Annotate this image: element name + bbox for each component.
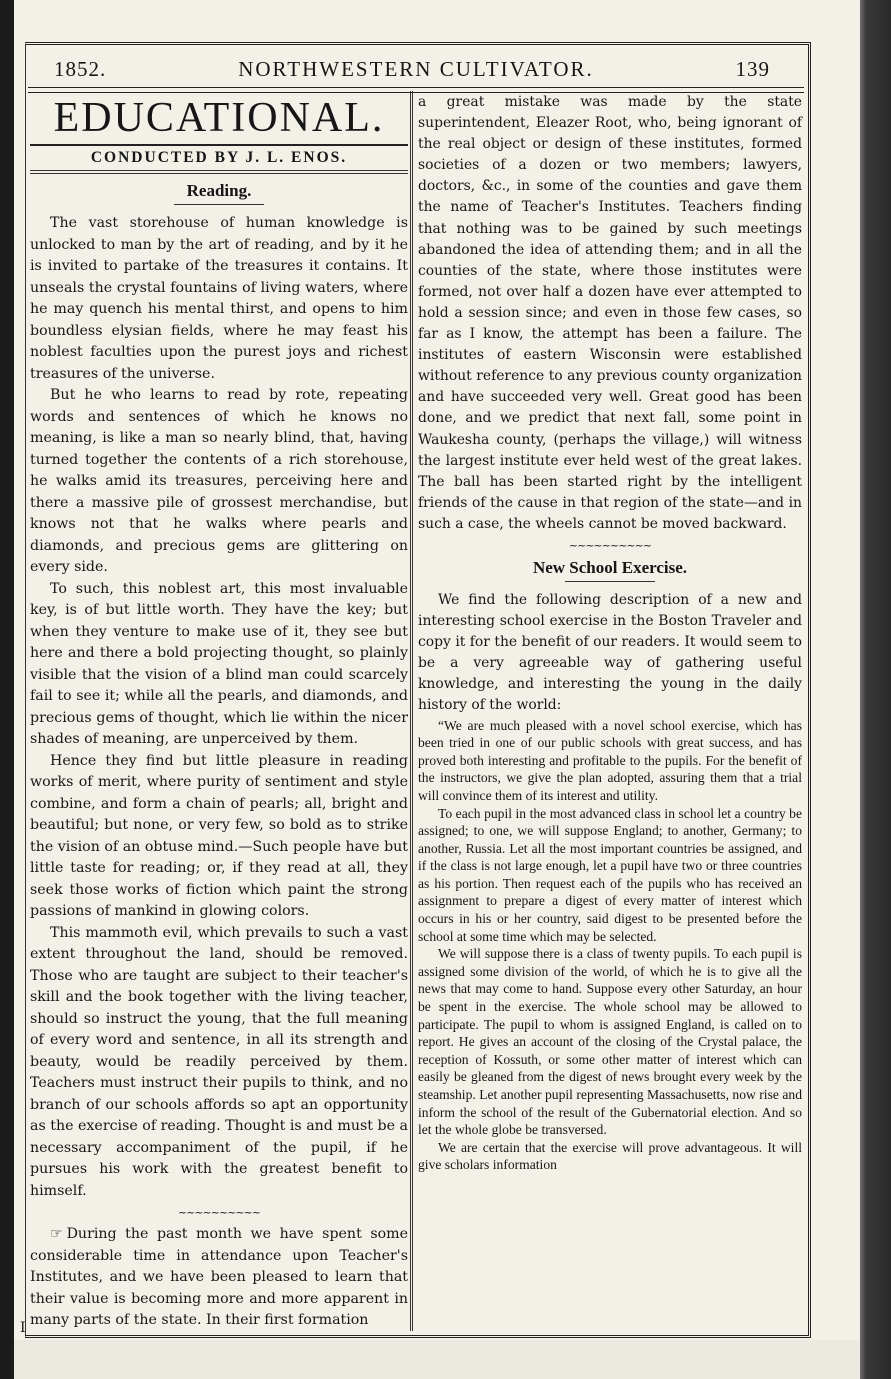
reading-paragraph: But he who learns to read by rote, repeating words and sentences of which he knows no meaning, is like a man so nearly blind, that, having turned together the contents of a rich storehouse, he walks amid its treasures, perceiving here and there a massive pile of grossest merchandise, but knows not that he walks where pearls and diamonds, and precious gems are glittering on every side. <box>30 387 408 575</box>
ornamental-divider: ~~~~~~~~~~ <box>568 538 652 552</box>
scan-edge-left <box>0 0 14 1379</box>
institutes-paragraph-continued: a great mistake was made by the state superintendent, Eleazer Root, who, being ignorant of the real object or design of these institutes, formed societies of a dozen or two members; lawyers, doctors, &c., in some of the counties and gave them the name of Teacher's Institutes. Teachers finding that nothing was to be gained by such meetings abandoned the idea of attending them; and in all the counties of the state, where those institutes were formed, not over half a dozen have ever attempted to hold a session since; and even in those few cases, so far as I know, the attempt has been a failure. The institutes of eastern Wisconsin were established without reference to any previous county organization and have succeeded very well. Great good has been done, and we predict that next fall, some point in Waukesha county, (perhaps the village,) will witness the largest institute ever held west of the great lakes. The ball has been started right by the intelligent friends of the cause in that region of the state—and in such a case, the wheels cannot be moved backward. <box>418 94 802 532</box>
left-column <box>30 92 408 1332</box>
column-divider <box>410 91 413 1331</box>
reading-paragraph: The vast storehouse of human knowledge is unlocked to man by the art of reading, and by it he is invited to partake of the treasures it contains. It unseals the crystal fountains of living waters, where he may quench his mental thirst, and opens to him boundless elysian fields, where he may feast his noblest faculties upon the purest joys and richest treasures of the universe. <box>30 215 408 382</box>
header-title: NORTHWESTERN CULTIVATOR. <box>238 57 594 81</box>
article-title-new-school-exercise: New School Exercise. <box>532 557 688 577</box>
section-title: EDUCATIONAL. <box>53 95 385 141</box>
institutes-left-text: During the past month we have spent some considerable time in attendance upon Teacher's Institutes, and we have been pleased to learn that their value is becoming more and more apparent in many parts of the state. In their first formation <box>30 1226 408 1328</box>
ornamental-divider: ~~~~~~~~~~ <box>177 1206 261 1219</box>
reading-paragraph: This mammoth evil, which prevails to such a vast extent throughout the land, should be removed. Those who are taught are subject to their teacher's skill and the book together with the living teacher, should so instruct the young, that the full meaning of every word and sentence, in all its strength and beauty, would be readily perceived by them. Teachers must instruct their pupils to think, and no branch of our schools affords so apt an opportunity as the exercise of reading. Thought is and must be a necessary accompaniment of the pupil, if he pursues his work with the greatest benefit to himself. <box>30 924 408 1199</box>
reading-paragraph: To such, this noblest art, this most invaluable key, is of but little worth. They have the key; but when they venture to make use of it, they see but here and there a bold projecting thought, so plainly visible that the vision of a blind man could scarcely fail to see it; while all the pearls, and diamonds, and precious gems of thought, which lie within the nicer shades of meaning, are unperceived by them. <box>30 580 408 747</box>
exercise-paragraph: We will suppose there is a class of twenty pupils. To each pupil is assigned some division of the world, of which he is to give all the news that may come to hand. Suppose every other Saturday, an hour be spent in the exercise. The whole school may be allowed to participate. The pupil to whom is assigned England, is called on to report. He gives an account of the closing of the Crystal palace, the reception of Kossuth, or some other matter of interest which can easily be gleaned from the digest of news brought every week by the steamship. Let another pupil representing Massachusetts, now rise and inform the school of the result of the Gubernatorial election. And so let the whole globe be transversed. <box>418 946 802 1138</box>
exercise-paragraph: We are certain that the exercise will prove advantageous. It will give scholars information <box>418 1139 802 1173</box>
header-page-number: 139 <box>735 57 770 81</box>
conducted-by: CONDUCTED BY J. L. ENOS. <box>90 149 348 166</box>
pointing-hand-icon: ☞ <box>50 1226 63 1242</box>
institutes-paragraph-start <box>30 1224 408 1332</box>
margin-mark: I <box>20 1320 26 1336</box>
exercise-intro: We find the following description of a new and interesting school exercise in the Boston Traveler and copy it for the benefit of our readers. It would seem to be a very agreeable way of gathering useful knowledge, and interesting the young in the daily history of the world: <box>418 591 802 714</box>
article-title-reading: Reading. <box>186 181 252 200</box>
exercise-paragraph: “We are much pleased with a novel school exercise, which has been tried in one of our public schools with great success, and has proved both interesting and profitable to the pupils. For the benefit of the instructors, we give the plan adopted, assuring them that a trial will convince them of its interest and utility. <box>418 717 802 803</box>
exercise-paragraph: To each pupil in the most advanced class in school let a country be assigned; to one, we will suppose England; to another, Germany; to another, Russia. Let all the most important countries be assigned, and if the class is not large enough, let a pupil have two or three countries as his portion. Then request each of the pupils who has received an assignment to prepare a digest of every matter of interest which occurs in his or her country, said digest to be presented before the school at some time which may be selected. <box>418 805 802 944</box>
reading-paragraph: Hence they find but little pleasure in reading works of merit, where purity of sentiment and style combine, and form a chain of pearls; all, bright and beautiful; but none, or very few, so bold as to strike the vision of an obtuse mind.—Such people have but little taste for reading; or, if they read at all, they seek those works of fiction which paint the strong passions of mankind in glowing colors. <box>30 752 408 919</box>
scan-edge-bottom <box>14 1340 860 1379</box>
header-year: 1852. <box>54 57 107 81</box>
title-underline <box>565 581 655 582</box>
right-column <box>418 92 802 1174</box>
running-header <box>28 57 804 87</box>
conducted-rule <box>30 170 408 174</box>
scan-edge-right <box>860 0 891 1379</box>
title-underline <box>174 204 264 205</box>
